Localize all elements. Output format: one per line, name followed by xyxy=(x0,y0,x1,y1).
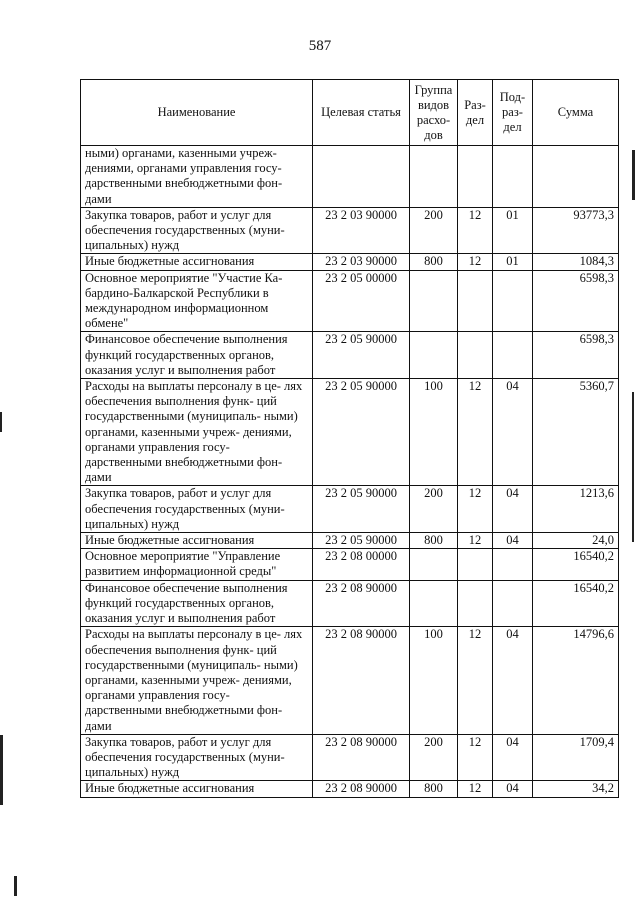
cell-code: 23 2 03 90000 xyxy=(313,207,410,254)
cell-name: Иные бюджетные ассигнования xyxy=(81,781,313,797)
table-row xyxy=(81,332,619,379)
cell-name: Иные бюджетные ассигнования xyxy=(81,254,313,270)
cell-name: ными) органами, казенными учреж- дениями, органами управления госу- дарственными внебюджетными фон- дами xyxy=(81,146,313,208)
cell-name: Закупка товаров, работ и услуг для обеспечения государственных (муни- ципальных) нужд xyxy=(81,207,313,254)
header-sum: Сумма xyxy=(533,80,619,146)
cell-subsection xyxy=(493,549,533,580)
cell-subsection xyxy=(493,332,533,379)
cell-name: Основное мероприятие "Управление развитием информационной среды" xyxy=(81,549,313,580)
cell-section: 12 xyxy=(458,486,493,533)
cell-code: 23 2 08 90000 xyxy=(313,627,410,734)
header-section: Раз- дел xyxy=(458,80,493,146)
cell-name: Расходы на выплаты персоналу в це- лях обеспечения выполнения функ- ций государственными (муниципаль- ными) органами, казенными учреж- дениями, органами управления госу- дарственными внебюджетными фон- дами xyxy=(81,627,313,734)
cell-subsection: 04 xyxy=(493,379,533,486)
cell-sum xyxy=(533,146,619,208)
cell-name: Финансовое обеспечение выполнения функций государственных органов, оказания услуг и выполнения работ xyxy=(81,580,313,627)
cell-group: 200 xyxy=(410,207,458,254)
cell-group xyxy=(410,549,458,580)
table-row xyxy=(81,533,619,549)
cell-subsection: 04 xyxy=(493,627,533,734)
cell-subsection: 04 xyxy=(493,734,533,781)
cell-code xyxy=(313,146,410,208)
cell-name: Расходы на выплаты персоналу в це- лях обеспечения выполнения функ- ций государственными (муниципаль- ными) органами, казенными учреж- дениями, органами управления госу- дарственными внебюджетными фон- дами xyxy=(81,379,313,486)
cell-sum: 16540,2 xyxy=(533,580,619,627)
cell-code: 23 2 08 90000 xyxy=(313,734,410,781)
cell-subsection: 04 xyxy=(493,533,533,549)
cell-section xyxy=(458,146,493,208)
cell-group xyxy=(410,270,458,332)
cell-code: 23 2 03 90000 xyxy=(313,254,410,270)
cell-section: 12 xyxy=(458,254,493,270)
cell-sum: 1213,6 xyxy=(533,486,619,533)
cell-name: Финансовое обеспечение выполнения функций государственных органов, оказания услуг и выполнения работ xyxy=(81,332,313,379)
cell-sum: 14796,6 xyxy=(533,627,619,734)
cell-code: 23 2 05 90000 xyxy=(313,533,410,549)
cell-group xyxy=(410,580,458,627)
cell-name: Основное мероприятие "Участие Ка- бардино-Балкарской Республики в международном информационном обмене" xyxy=(81,270,313,332)
header-group: Группа видов расхо- дов xyxy=(410,80,458,146)
table-row xyxy=(81,486,619,533)
table-row xyxy=(81,734,619,781)
cell-name: Иные бюджетные ассигнования xyxy=(81,533,313,549)
cell-subsection: 01 xyxy=(493,207,533,254)
cell-sum: 16540,2 xyxy=(533,549,619,580)
scan-edge-mark xyxy=(632,150,635,200)
table-row xyxy=(81,580,619,627)
cell-group: 800 xyxy=(410,533,458,549)
table-row xyxy=(81,781,619,797)
cell-section: 12 xyxy=(458,781,493,797)
cell-code: 23 2 05 90000 xyxy=(313,486,410,533)
cell-sum: 5360,7 xyxy=(533,379,619,486)
cell-subsection xyxy=(493,270,533,332)
cell-section: 12 xyxy=(458,627,493,734)
table-row xyxy=(81,549,619,580)
header-subsection: Под- раз- дел xyxy=(493,80,533,146)
page-number: 587 xyxy=(308,38,332,54)
cell-group: 800 xyxy=(410,781,458,797)
cell-section: 12 xyxy=(458,734,493,781)
cell-group xyxy=(410,332,458,379)
table-header-row xyxy=(81,80,619,146)
cell-sum: 1084,3 xyxy=(533,254,619,270)
cell-sum: 1709,4 xyxy=(533,734,619,781)
cell-group: 800 xyxy=(410,254,458,270)
cell-code: 23 2 05 90000 xyxy=(313,332,410,379)
table-row xyxy=(81,627,619,734)
cell-sum: 24,0 xyxy=(533,533,619,549)
cell-group: 100 xyxy=(410,379,458,486)
cell-sum: 6598,3 xyxy=(533,332,619,379)
cell-code: 23 2 08 90000 xyxy=(313,580,410,627)
cell-section xyxy=(458,549,493,580)
cell-subsection: 01 xyxy=(493,254,533,270)
cell-subsection xyxy=(493,580,533,627)
cell-code: 23 2 05 00000 xyxy=(313,270,410,332)
header-code: Целевая статья xyxy=(313,80,410,146)
cell-group: 100 xyxy=(410,627,458,734)
cell-name: Закупка товаров, работ и услуг для обеспечения государственных (муни- ципальных) нужд xyxy=(81,486,313,533)
scan-edge-mark xyxy=(0,735,3,805)
table-row xyxy=(81,146,619,208)
budget-table xyxy=(80,79,619,798)
cell-group xyxy=(410,146,458,208)
cell-sum: 34,2 xyxy=(533,781,619,797)
cell-section: 12 xyxy=(458,379,493,486)
table-row xyxy=(81,270,619,332)
scan-edge-mark xyxy=(632,392,634,542)
cell-code: 23 2 08 90000 xyxy=(313,781,410,797)
cell-section xyxy=(458,580,493,627)
cell-group: 200 xyxy=(410,486,458,533)
scan-edge-mark xyxy=(0,412,2,432)
scan-edge-mark xyxy=(14,876,17,896)
cell-name: Закупка товаров, работ и услуг для обеспечения государственных (муни- ципальных) нужд xyxy=(81,734,313,781)
cell-subsection: 04 xyxy=(493,781,533,797)
cell-subsection: 04 xyxy=(493,486,533,533)
cell-section xyxy=(458,332,493,379)
table-row xyxy=(81,207,619,254)
header-name: Наименование xyxy=(81,80,313,146)
cell-group: 200 xyxy=(410,734,458,781)
cell-section: 12 xyxy=(458,533,493,549)
cell-code: 23 2 08 00000 xyxy=(313,549,410,580)
cell-section: 12 xyxy=(458,207,493,254)
cell-sum: 6598,3 xyxy=(533,270,619,332)
table-row xyxy=(81,254,619,270)
table-row xyxy=(81,379,619,486)
cell-code: 23 2 05 90000 xyxy=(313,379,410,486)
cell-sum: 93773,3 xyxy=(533,207,619,254)
cell-section xyxy=(458,270,493,332)
cell-subsection xyxy=(493,146,533,208)
